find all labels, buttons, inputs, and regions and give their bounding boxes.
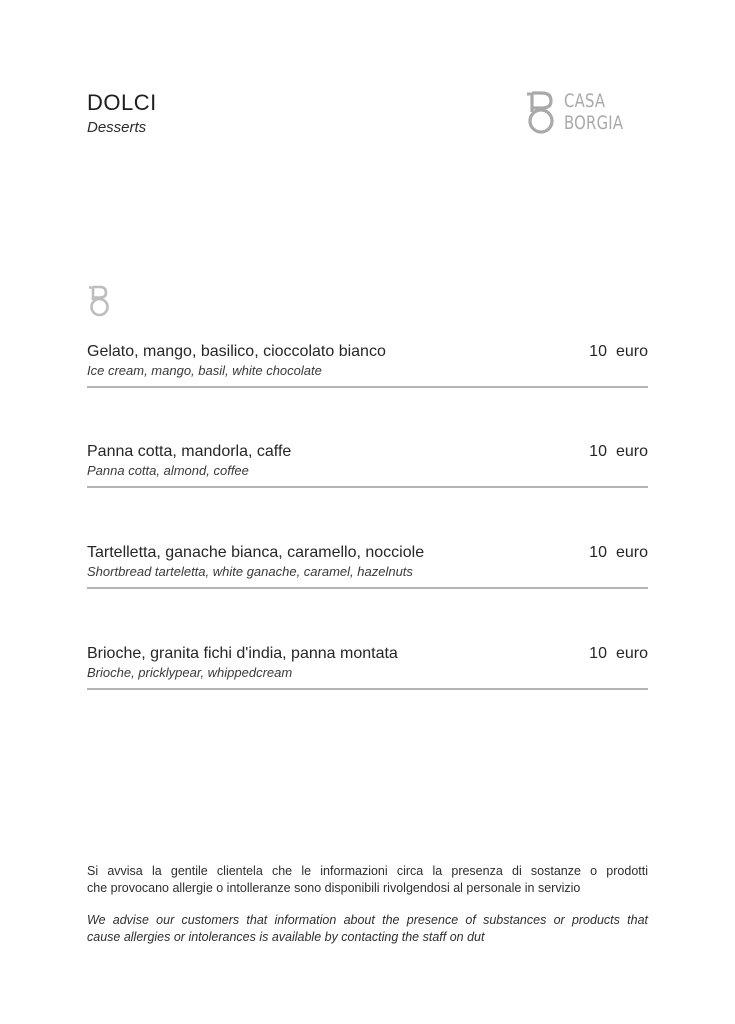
- price-amount: 10: [589, 443, 607, 460]
- menu-item: [87, 440, 648, 488]
- notice-line: cause allergies or intolerances is available by contacting the staff on dut: [87, 930, 485, 944]
- price-currency: euro: [615, 544, 648, 561]
- notice-line: Si avvisa la gentile clientela che le informazioni circa la presenza di sostanze o prodotti: [87, 864, 648, 878]
- menu-item-price: [589, 442, 648, 462]
- menu-item-name: Brioche, granita fichi d'india, panna montata: [87, 645, 398, 662]
- price-currency: euro: [615, 343, 648, 360]
- menu-item-description: Shortbread tarteletta, white ganache, caramel, hazelnuts: [87, 564, 413, 579]
- menu-item-name: Gelato, mango, basilico, cioccolato bianco: [87, 343, 386, 360]
- logo-wordmark: [564, 90, 623, 134]
- menu-item-description: Brioche, pricklypear, whippedcream: [87, 665, 293, 680]
- casa-borgia-logo: [524, 90, 644, 136]
- menu-item-description: Ice cream, mango, basil, white chocolate: [87, 363, 322, 378]
- menu-item-price: [589, 342, 648, 362]
- menu-item-name: Panna cotta, mandorla, caffe: [87, 443, 292, 460]
- price-amount: 10: [589, 645, 607, 662]
- borgia-b-monogram-icon: [87, 284, 113, 318]
- allergen-notice-english: [87, 912, 648, 946]
- allergen-notice-italian: [87, 863, 648, 897]
- page-title: DOLCI: [87, 90, 157, 115]
- notice-line: che provocano allergie o intolleranze sono disponibili rivolgendosi al personale in servizio: [87, 881, 581, 895]
- price-amount: 10: [589, 544, 607, 561]
- logo-line-borgia: BORGIA: [564, 112, 624, 134]
- notice-line: We advise our customers that information about the presence of substances or products that: [87, 913, 648, 927]
- menu-item: [87, 541, 648, 589]
- price-currency: euro: [615, 443, 648, 460]
- logo-line-casa: CASA: [564, 90, 606, 112]
- menu-item: [87, 642, 648, 690]
- menu-item-name: Tartelletta, ganache bianca, caramello, nocciole: [87, 544, 425, 561]
- menu-item-price: [589, 543, 648, 563]
- borgia-b-monogram-icon: [524, 90, 562, 136]
- menu-item-description: Panna cotta, almond, coffee: [87, 463, 249, 478]
- menu-item-price: [589, 644, 648, 664]
- price-amount: 10: [589, 343, 607, 360]
- menu-item: [87, 340, 648, 388]
- price-currency: euro: [615, 645, 648, 662]
- page-subtitle: Desserts: [87, 119, 147, 136]
